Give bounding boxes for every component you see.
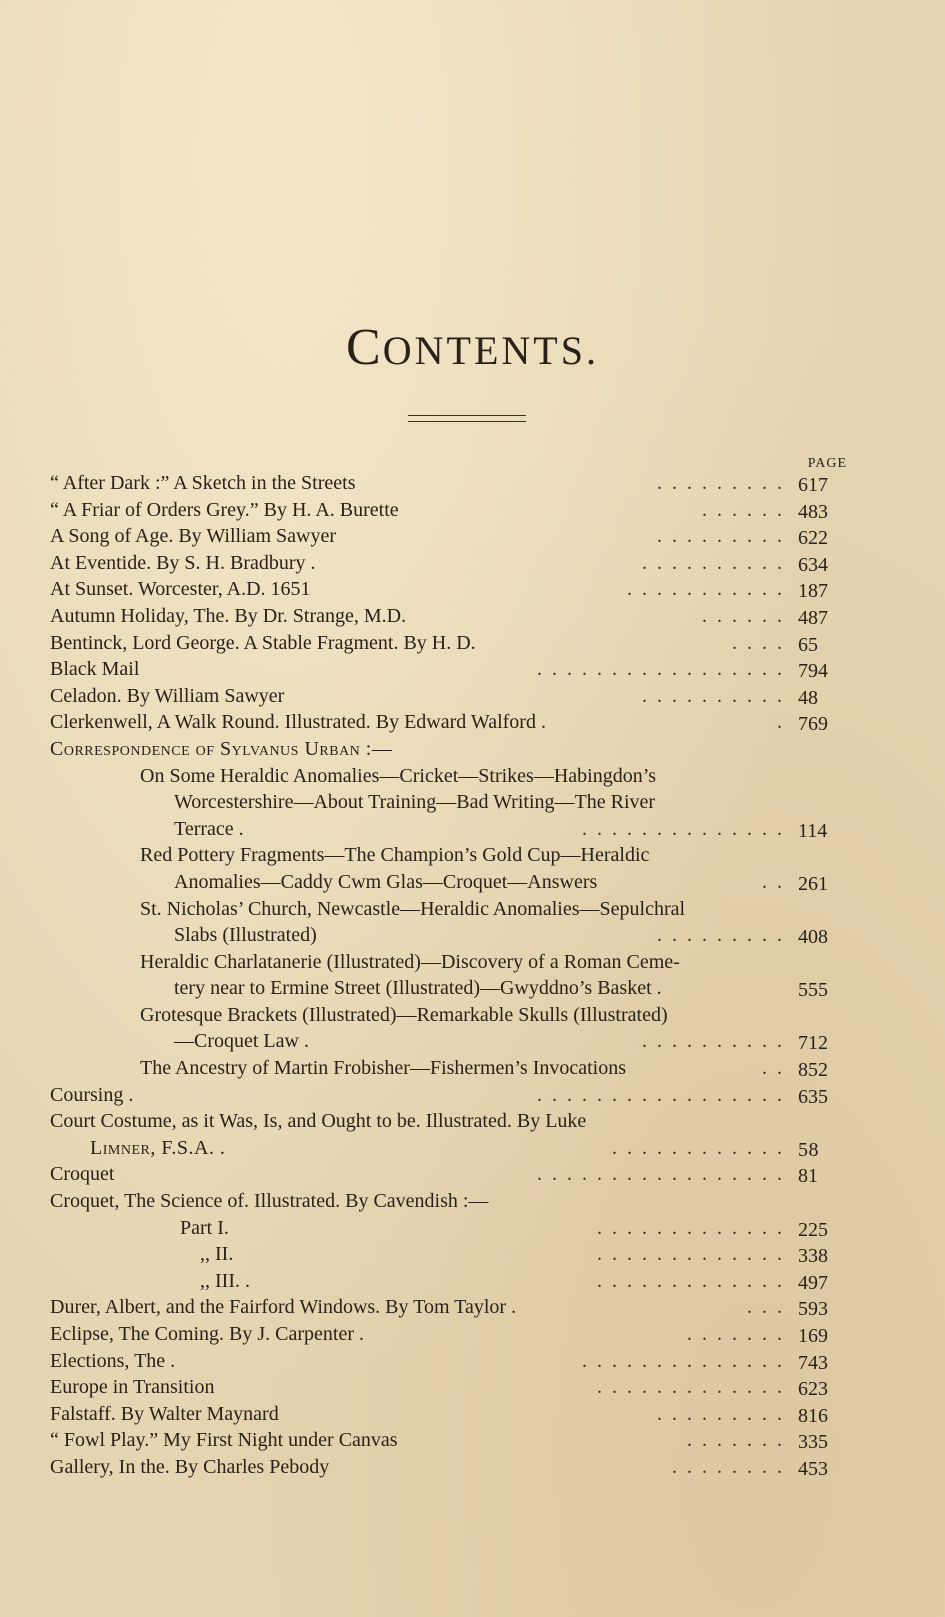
contents-entry: Clerkenwell, A Walk Round. Illustrated. By Edward Walford . . 769 [50, 711, 828, 736]
contents-entry: Grotesque Brackets (Illustrated)—Remarkable Skulls (Illustrated) [140, 1003, 668, 1026]
contents-entry: Coursing . ................. 635 [50, 1083, 828, 1108]
contents-entry: ,, III. . ............. 497 [200, 1269, 828, 1294]
contents-list [50, 470, 850, 1481]
contents-entry: St. Nicholas’ Church, Newcastle—Heraldic Anomalies—Sepulchral [140, 897, 686, 920]
contents-entry: Red Pottery Fragments—The Champion’s Gold Cup—Heraldic [140, 844, 650, 867]
contents-entry: Falstaff. By Walter Maynard ......... 816 [50, 1402, 828, 1427]
contents-entry: Europe in Transition ............. 623 [50, 1376, 828, 1401]
contents-entry: Eclipse, The Coming. By J. Carpenter . ....... 169 [50, 1323, 828, 1347]
contents-entry: “ Fowl Play.” My First Night under Canvas ....... 335 [50, 1429, 828, 1454]
contents-entry: Limner, F.S.A. . ............ 58 [90, 1136, 819, 1161]
contents-entry: Autumn Holiday, The. By Dr. Strange, M.D. ...... 487 [50, 604, 828, 629]
contents-entry: Durer, Albert, and the Fairford Windows. By Tom Taylor . ... 593 [50, 1296, 828, 1321]
contents-entry: Anomalies—Caddy Cwm Glas—Croquet—Answers .. 261 [174, 870, 828, 895]
contents-entry: Croquet, The Science of. Illustrated. By Cavendish :— [50, 1190, 489, 1213]
title-rule-bottom [408, 421, 526, 422]
title-rule-top [408, 415, 526, 416]
contents-entry: Bentinck, Lord George. A Stable Fragment. By H. D. .... 65 [50, 631, 818, 656]
contents-entry: A Song of Age. By William Sawyer ......... 622 [50, 525, 828, 550]
contents-section-heading: Correspondence of Sylvanus Urban :— [50, 737, 393, 760]
contents-entry: Part I. ............. 225 [180, 1216, 828, 1241]
contents-entry: Black Mail ................. 794 [50, 658, 828, 683]
contents-entry: Croquet ................. 81 [50, 1163, 818, 1188]
contents-entry: Slabs (Illustrated) ......... 408 [174, 924, 828, 949]
contents-entry: The Ancestry of Martin Frobisher—Fishermen’s Invocations .. 852 [140, 1057, 828, 1082]
contents-entry: ,, II. ............. 338 [200, 1243, 828, 1268]
page-column-heading: PAGE [807, 456, 847, 471]
contents-entry: Terrace . .............. 114 [174, 817, 828, 842]
contents-entry: “ A Friar of Orders Grey.” By H. A. Burette ...... 483 [50, 498, 828, 523]
contents-entry: tery near to Ermine Street (Illustrated)—Gwyddno’s Basket . 555 [174, 977, 828, 1002]
contents-entry: “ After Dark :” A Sketch in the Streets ......... 617 [50, 472, 828, 496]
contents-entry: On Some Heraldic Anomalies—Cricket—Strikes—Habingdon’s [140, 764, 657, 787]
contents-entry: —Croquet Law . .......... 712 [174, 1030, 828, 1055]
contents-entry: At Sunset. Worcester, A.D. 1651 ........... 187 [50, 578, 828, 603]
contents-entry: At Eventide. By S. H. Bradbury . .......... 634 [50, 551, 828, 576]
contents-entry: Heraldic Charlatanerie (Illustrated)—Discovery of a Roman Ceme- [140, 950, 680, 973]
contents-entry: Worcestershire—About Training—Bad Writing—The River [174, 791, 656, 814]
contents-entry: Gallery, In the. By Charles Pebody ........ 453 [50, 1455, 828, 1480]
contents-entry: Elections, The . .............. 743 [50, 1349, 828, 1374]
title-initial: C [346, 319, 383, 376]
contents-entry: Celadon. By William Sawyer .......... 48 [50, 684, 818, 709]
page-title [0, 318, 945, 377]
title-rest: ONTENTS. [382, 328, 599, 373]
contents-entry: Court Costume, as it Was, Is, and Ought to be. Illustrated. By Luke [50, 1110, 587, 1133]
